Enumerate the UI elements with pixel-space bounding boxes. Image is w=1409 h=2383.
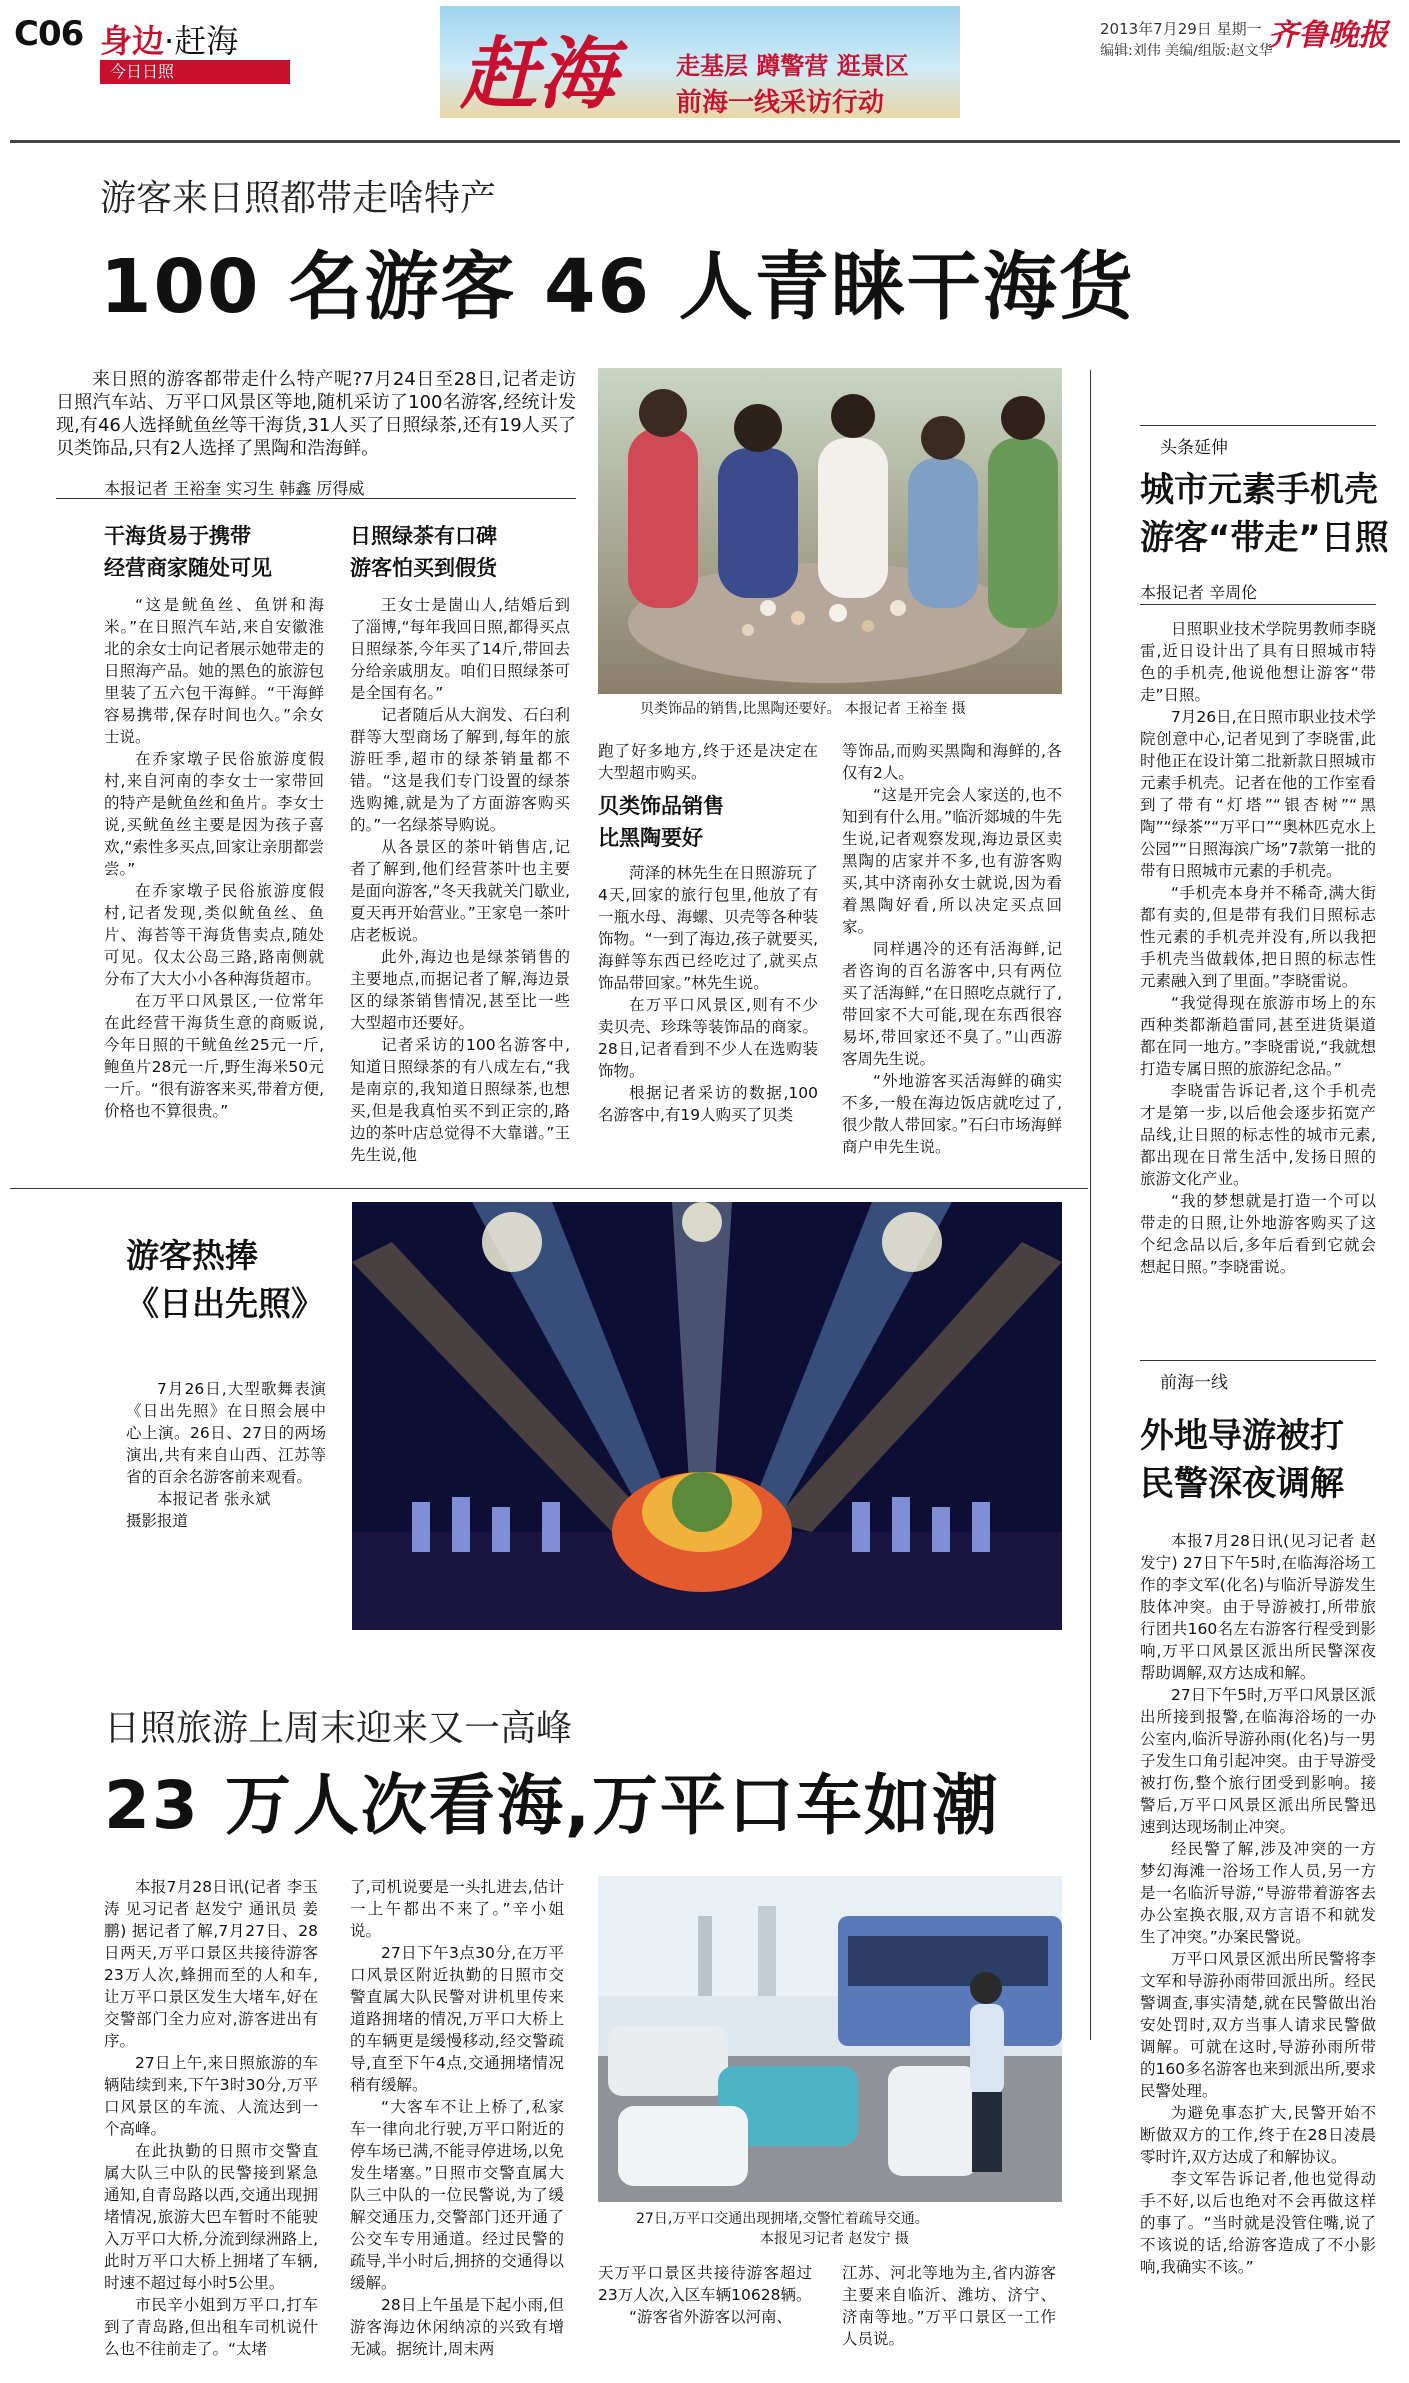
sidebar2-title-line1: 外地导游被打 [1140,1416,1344,1456]
paragraph: 在乔家墩子民俗旅游度假村,来自河南的李女士一家带回的特产是鱿鱼丝和鱼片。李女士说,买鱿鱼丝主要是因为孩子喜欢,“索性多买点,回家让亲朋都尝尝。” [104,750,324,878]
col1-subhead-line1: 干海货易于携带 [104,524,251,548]
paragraph: “大客车不让上桥了,私家车一律向北行驶,万平口附近的停车场已满,不能寻停进场,以免发生堵塞。”日照市交警直属大队三中队的一位民警说,为了缓解交通压力,交警部门还开通了公交车专用通道。经过民警的疏导,半小时后,拥挤的交通得以缓解。 [350,2098,564,2292]
paragraph: 万平口风景区派出所民警将李文军和导游孙雨带回派出所。经民警调查,事实清楚,就在民警做出治安处罚时,双方当事人请求民警做调解。可就在这时,导游孙雨所带的160多名游客也来到派出所,要求民警处理。 [1140,1950,1377,2100]
paragraph: 市民辛小姐到万平口,打车到了青岛路,但出租车司机说什么也不往前走了。“太堵 [104,2296,318,2358]
col3-subhead-line1: 贝类饰品销售 [598,794,724,818]
paragraph: 王女士是崮山人,结婚后到了淄博,“每年我回日照,都得买点日照绿茶,今年买了14斤,带回去分给亲戚朋友。咱们日照绿茶可是全国有名。” [350,596,570,702]
section-dot: · [164,22,175,60]
paragraph: 经民警了解,涉及冲突的一方梦幻海滩一浴场工作人员,另一方是一名临沂导游,“导游带着游客去办公室换衣服,双方言语不和就发生了冲突。”办案民警说。 [1140,1840,1376,1946]
paragraph: “这是开完会人家送的,也不知到有什么用。”临沂郯城的牛先生说,记者观察发现,海边景区卖黑陶的店家并不多,也有游客购买,其中济南孙女士就说,因为看着黑陶好看,所以决定买点回家。 [842,786,1062,936]
newspaper-logo: 齐鲁晚报 [1268,18,1388,53]
paragraph: 27日下午5时,万平口风景区派出所接到报警,在临海浴场的一办公室内,临沂导游孙雨(化名)与一男子发生口角引起冲突。由于导游受被打伤,整个旅行团受到影响。接警后,万平口风景区派出所民警迅速到达现场制止冲突。 [1140,1686,1377,1836]
section-rule [10,1188,1088,1189]
paragraph: 在此执勤的日照市交警直属大队三中队的民警接到紧急通知,自青岛路以西,交通出现拥堵情况,旅游大巴车暂时不能驶入万平口大桥,分流到绿洲路上,此时万平口大桥上拥堵了车辆,时速不超过每小时5公里。 [104,2142,318,2292]
col3-body [598,862,818,1126]
header-rule [10,140,1400,143]
stage-performance-photo [352,1202,1062,1630]
paragraph: 江苏、河北等地为主,省内游客主要来自临沂、潍坊、济宁、济南等地。”万平口景区一工作人员说。 [842,2264,1056,2348]
sidebar1-top-rule [1140,425,1376,426]
paragraph: 此外,海边也是绿茶销售的主要地点,而据记者了解,海边景区的绿茶销售情况,甚至比一些大型超市还要好。 [350,948,570,1032]
editor-credits: 编辑:刘伟 美编/组版:赵文华 [1100,43,1273,59]
story1-lead: 来日照的游客都带走什么特产呢?7月24日至28日,记者走访日照汽车站、万平口风景区等地,随机采访了100名游客,经统计发现,有46人选择鱿鱼丝等干海货,31人买了日照绿茶,还有19人买了贝类饰品,只有2人选择了黑陶和浩海鲜。 [56,369,576,459]
sidebar1-title-line2: 游客“带走”日照 [1140,518,1389,558]
story1-kicker: 游客来日照都带走啥特产 [100,178,497,219]
paragraph: “游客省外游客以河南、 [629,2308,793,2326]
sidebar1-body [1140,618,1376,1278]
byline-rule [56,498,576,499]
paragraph: 本报7月28日讯(见习记者 赵发宁) 27日下午5时,在临海浴场工作的李文军(化名)与临沂导游发生肢体冲突。由于导游被打,所带旅行团共160名左右游客行程受到影响,万平口风景区派出所民警深夜帮助调解,双方达成和解。 [1140,1532,1376,1682]
paragraph: 本报7月28日讯(记者 李玉涛 见习记者 赵发宁 通讯员 姜鹏) 据记者了解,7月27日、28日两天,万平口景区共接待游客23万人次,蜂拥而至的人和车,让万平口景区发生大堵车,好在交警部门全力应对,游客进出有序。 [104,1878,318,2050]
paragraph: 李晓雷告诉记者,这个手机壳才是第一步,以后他会逐步拓宽产品线,让日照的标志性的城市元素,都出现在日常生活中,发扬日照的旅游文化产业。 [1140,1082,1376,1188]
banner-campaign: 前海一线采访行动 [676,88,885,118]
photo2-title [126,1232,324,1328]
column-banner [440,6,960,118]
col1-subhead-line2: 经营商家随处可见 [104,556,272,580]
paragraph: 为避免事态扩大,民警开始不断做双方的工作,终于在28日凌晨零时许,双方达成了和解协议。 [1140,2104,1376,2166]
paragraph: 跑了好多地方,终于还是决定在大型超市购买。 [598,742,818,782]
seashell-stall-photo [598,368,1062,694]
paragraph: 李文军告诉记者,他也觉得动手不好,以后也绝对不会再做这样的事了。“当时就是没管住嘴,说了不该说的话,给游客造成了不小影响,我确实不该。” [1140,2170,1376,2276]
col2-subhead-line2: 游客怕买到假货 [350,556,497,580]
story1-headline: 100 名游客 46 人青睐干海货 [100,244,1135,330]
sidebar-divider [1090,370,1091,2040]
traffic-jam-photo [598,1876,1062,2202]
issue-date: 2013年7月29日 星期一 [1100,20,1262,38]
paragraph: 天万平口景区共接待游客超过23万人次,入区车辆10628辆。 [598,2264,812,2304]
story2-col1 [104,1876,318,2360]
section-red-label: 身边 [100,22,165,60]
paragraph: 7月26日,大型歌舞表演《日出先照》在日照会展中心上演。26日、27日的两场演出,共有来自山西、江苏等省的百余名游客前来观看。 [126,1380,326,1486]
paragraph: 从各景区的茶叶销售店,记者了解到,他们经营茶叶也主要是面向游客,“冬天我就关门歇业,夏天再开始营业。”王家皂一茶叶店老板说。 [350,838,570,944]
section-subtag: 今日日照 [100,60,290,84]
banner-slogan: 走基层 蹲警营 逛景区 [676,52,909,80]
paragraph: “我觉得现在旅游市场上的东西种类都渐趋雷同,甚至进货渠道都在同一地方。”李晓雷说,“我就想打造专属日照的旅游纪念品。” [1140,994,1376,1078]
sidebar2-tag: 前海一线 [1160,1373,1228,1393]
photo2-title-line2: 《日出先照》 [126,1284,324,1323]
col3-subhead-line2: 比黑陶要好 [598,826,703,850]
sidebar2-top-rule [1140,1360,1376,1361]
paragraph: 7月26日,在日照市职业技术学院创意中心,记者见到了李晓雷,此时他正在设计第二批新款日照城市元素手机壳。记者在他的工作室看到了带有“灯塔”“银杏树”“黑陶”“绿茶”“万平口”“奥林匹克水上公园”“日照海滨广场”7款第一批的带有日照城市元素的手机壳。 [1140,708,1377,880]
paragraph: 在乔家墩子民俗旅游度假村,记者发现,类似鱿鱼丝、鱼片、海苔等干海货售卖点,随处可见。仅太公岛三路,路南侧就分布了大大小小各种海货超市。 [104,882,324,988]
sidebar1-title [1140,466,1389,562]
story2-headline: 23 万人次看海,万平口车如潮 [104,1767,1000,1844]
paragraph: “这是鱿鱼丝、鱼饼和海米。”在日照汽车站,来自安徽淮北的余女士向记者展示她带走的日照海产品。她的黑色的旅游包里装了五六包干海鲜。“干海鲜容易携带,保存时间也久。”余女士说。 [104,596,324,746]
photo1-caption: 贝类饰品的销售,比黑陶还要好。 本报记者 王裕奎 摄 [640,701,966,717]
col2-body [350,594,570,1166]
sidebar2-title-line2: 民警深夜调解 [1140,1464,1344,1504]
photo-credit: 本报记者 张永斌 [157,1490,271,1508]
paragraph: 27日上午,来日照旅游的车辆陆续到来,下午3时30分,万平口风景区的车流、人流达到一个高峰。 [104,2054,318,2138]
paragraph: 同样遇冷的还有活海鲜,记者咨询的百名游客中,只有两位买了活海鲜,“在日照吃点就行了,带回家不大可能,现在东西很容易坏,带回家还不臭了。”山西游客周先生说。 [842,940,1062,1068]
photo2-caption [126,1378,326,1532]
paragraph: “我的梦想就是打造一个可以带走的日照,让外地游客购买了这个纪念品以后,多年后看到它就会想起日照。”李晓雷说。 [1140,1192,1376,1276]
paragraph: “手机壳本身并不稀奇,满大街都有卖的,但是带有我们日照标志性元素的手机壳并没有,所以我把手机壳当做载体,把日照的标志性元素融入到了里面。”李晓雷说。 [1140,884,1376,990]
photo3-caption: 27日,万平口交通出现拥堵,交警忙着疏导交通。 [636,2211,929,2227]
col2-subhead-line1: 日照绿茶有口碑 [350,524,497,548]
sidebar1-byline-rule [1140,604,1376,605]
sidebar1-tag: 头条延伸 [1160,438,1228,458]
col1-subhead [104,520,272,584]
paragraph: 在万平口风景区,则有不少卖贝壳、珍珠等装饰品的商家。28日,记者看到不少人在选购装饰物。 [598,996,818,1080]
sidebar2-body [1140,1530,1376,2278]
paragraph: 了,司机说要是一头扎进去,估计一上午都出不来了。”辛小姐说。 [350,1878,564,1940]
paragraph: 28日上午虽是下起小雨,但游客海边休闲纳凉的兴致有增无减。据统计,周末两 [350,2296,564,2358]
paragraph: “外地游客买活海鲜的确实不多,一般在海边饭店就吃过了,很少散人带回家。”石臼市场海鲜商户申先生说。 [842,1072,1062,1156]
sidebar1-byline: 本报记者 辛周伦 [1140,583,1258,602]
story1-byline: 本报记者 王裕奎 实习生 韩鑫 厉得威 [104,479,365,498]
photo2-title-line1: 游客热捧 [126,1236,258,1275]
story2-col4 [842,2262,1056,2350]
col1-body [104,594,324,1122]
paragraph: 27日下午3点30分,在万平口风景区附近执勤的日照市交警直属大队民警对讲机里传来道路拥堵的情况,万平口大桥上的车辆更是缓慢移动,经交警疏导,直至下午4点,交通拥堵情况稍有缓解。 [350,1944,564,2094]
paragraph: 日照职业技术学院男教师李晓雷,近日设计出了具有日照城市特色的手机壳,他说他想让游客“带走”日照。 [1140,620,1376,704]
paragraph: 菏泽的林先生在日照游玩了4天,回家的旅行包里,他放了有一瓶水母、海螺、贝壳等各种装饰物。“一到了海边,孩子就要买,海鲜等东西已经吃过了,就买点饰品带回家。”林先生说。 [598,864,818,992]
photo-credit: 摄影报道 [126,1512,189,1530]
story2-col3 [598,2262,812,2328]
paragraph: 在万平口风景区,一位常年在此经营干海货生意的商贩说,今年日照的干鱿鱼丝25元一斤,鲍鱼片28元一斤,野生海米50元一斤。“很有游客来买,带着方便,价格也不算很贵。” [104,992,324,1120]
photo3-credit: 本报见习记者 赵发宁 摄 [760,2231,909,2247]
banner-title: 赶海 [460,29,617,120]
paragraph: 等饰品,而购买黑陶和海鲜的,各仅有2人。 [842,742,1062,782]
sidebar2-title [1140,1412,1344,1508]
paragraph: 根据记者采访的数据,100名游客中,有19人购买了贝类 [598,1084,818,1124]
paragraph: 记者随后从大润发、石臼利群等大型商场了解到,每年的旅游旺季,超市的绿茶销量都不错。“这是我们专门设置的绿茶选购摊,就是为了方面游客购买的。”一名绿茶导购说。 [350,706,570,834]
col2-subhead [350,520,497,584]
col3-subhead [598,790,724,854]
sidebar1-title-line1: 城市元素手机壳 [1140,470,1378,510]
story2-kicker: 日照旅游上周末迎来又一高峰 [104,1708,573,1749]
section-title [100,16,238,62]
story2-col2 [350,1876,564,2360]
page-number: C06 [14,14,84,54]
section-name: 赶海 [174,22,239,60]
paragraph: 记者采访的100名游客中,知道日照绿茶的有八成左右,“我是南京的,我知道日照绿茶,也想买,但是我真怕买不到正宗的,路边的茶叶店总觉得不大靠谱。”王先生说,他 [350,1036,570,1164]
col3-body-top [598,740,818,784]
col4-body [842,740,1062,1158]
